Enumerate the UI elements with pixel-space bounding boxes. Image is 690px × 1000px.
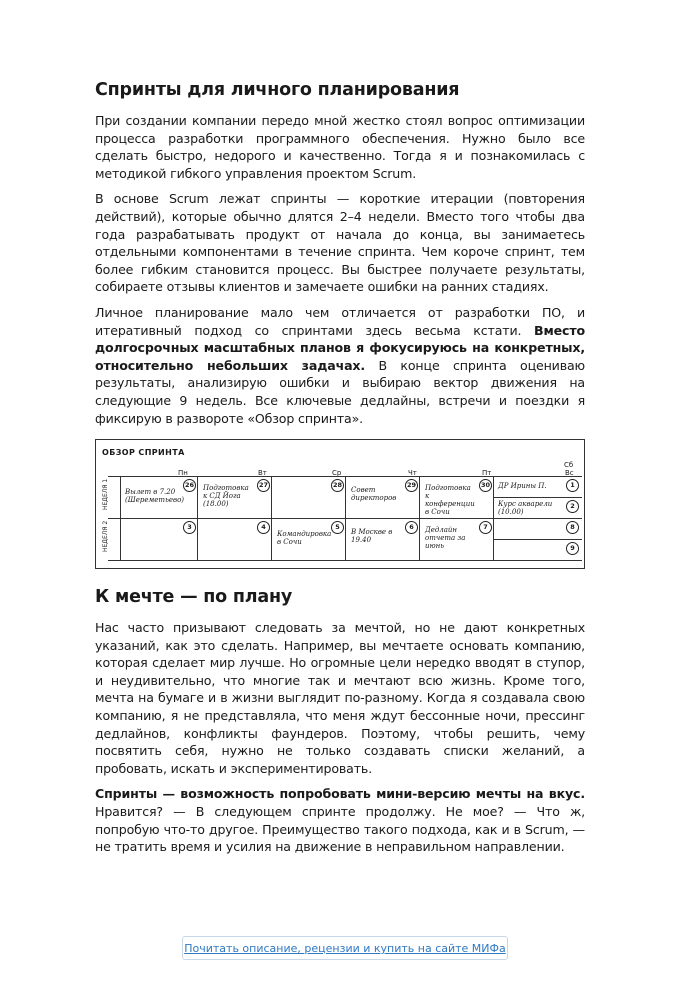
date-number: 7 [479,521,492,534]
day-label: Пн [178,469,188,478]
bold-text: Вместо долгосрочных масштабных планов я фокусируюсь на конкретных, относительно небольших задачах. [95,322,585,373]
date-number: 6 [405,521,418,534]
date-number: 29 [405,479,418,492]
calendar-note: ДР Ирины П. [498,482,547,491]
grid-line [493,476,494,560]
text: В конце спринта оцениваю результаты, анализирую ошибки и выбираю вектор движения на следующие 9 недель. Все ключевые дедлайны, встречи и поездки я фиксирую в развороте «Обзор спринта». [95,357,585,426]
paragraph [95,785,585,855]
day-label: Вт [258,469,267,478]
grid-line [419,476,420,560]
date-number: 2 [566,500,579,513]
page-content [95,80,585,864]
paragraph: Нас часто призывают следовать за мечтой, но не дают конкретных указаний, как это сделать. Например, вы мечтаете основать компанию, которая сделает мир лучше. Но огромные цели нередко вводят в ступор, и неудивительно, что многие так и мечтают всю жизнь. Кроме того, мечта на бумаге и в жизни выглядит по-разному. Когда я создавала свою компанию, я не представляла, что меня ждут бессонные ночи, прессинг дедлайнов, конфликты фаундеров. Поэтому, чтобы решить, чему посвятить себя, нужно не только создавать списки желаний, а пробовать, искать и экспериментировать. [95,620,585,776]
calendar-note: Подготовка к СД Йога (18.00) [203,484,249,509]
text: Личное планирование мало чем отличается от разработки ПО, и итеративный подход со спринтами здесь весьма кстати. [95,304,585,338]
date-number: 27 [257,479,270,492]
grid-line [493,497,582,498]
grid-line [345,476,346,560]
paragraph: В основе Scrum лежат спринты — короткие итерации (повторения действий), которые обычно длятся 2–4 недели. Вместо того чтобы два года разрабатывать продукт от начала до конца, вы занимаетесь отдельными компонентами в течение спринта. Чем короче спринт, тем более гибким становится процесс. Вы быстрее получаете результаты, собираете отзывы клиентов и замечаете ошибки на ранних стадиях. [95,191,585,295]
date-number: 5 [331,521,344,534]
week-label: НЕДЕЛЯ 1 [102,478,109,511]
calendar-note: Подготовка к конференции в Сочи [425,484,475,517]
buy-on-site-link[interactable]: Почитать описание, рецензии и купить на сайте МИФа [182,936,508,960]
calendar-note: Командировка в Сочи [277,530,332,547]
calendar-note: Курс акварели (10.00) [498,500,553,517]
day-label: Вс [565,469,574,478]
bold-text: Спринты — возможность попробовать мини-версию мечты на вкус. [95,786,585,802]
day-label: Чт [408,469,417,478]
grid-line [271,476,272,560]
date-number: 28 [331,479,344,492]
sprint-grid [102,476,582,564]
section-heading-sprints: Спринты для личного планирования [95,80,460,100]
sprint-overview-figure [95,439,585,569]
date-number: 3 [183,521,196,534]
date-number: 4 [257,521,270,534]
grid-line [108,560,582,561]
grid-line [197,476,198,560]
text: Нравится? — В следующем спринте продолжу. Не мое? — Что ж, попробую что-то другое. Преимущество такого подхода, как и в Scrum, — не тратить время и усилия на движение в неправильном направлении. [95,804,585,855]
day-label: Ср [332,469,342,478]
date-number: 9 [566,542,579,555]
date-number: 26 [183,479,196,492]
week-label: НЕДЕЛЯ 2 [102,520,109,553]
paragraph: При создании компании передо мной жестко стоял вопрос оптимизации процесса разработки программного обеспечения. Нужно было все сделать быстро, недорого и качественно. Тогда я и познакомилась с методикой гибкого управления проектом Scrum. [95,113,585,181]
sprint-overview-title: ОБЗОР СПРИНТА [102,448,185,458]
grid-line [120,476,121,560]
paragraph [95,304,585,427]
date-number: 30 [479,479,492,492]
day-label: Сб [564,461,574,470]
grid-line [493,539,582,540]
date-number: 1 [566,479,579,492]
day-label: Пт [482,469,492,478]
calendar-note: Совет директоров [351,486,397,503]
calendar-note: В Москве в 19.40 [351,528,393,545]
calendar-note: Дедлайн отчета за июнь [425,526,466,551]
section-heading-dream: К мечте — по плану [95,587,293,608]
date-number: 8 [566,521,579,534]
calendar-note: Вылет в 7.20 (Шереметьево) [125,488,185,505]
